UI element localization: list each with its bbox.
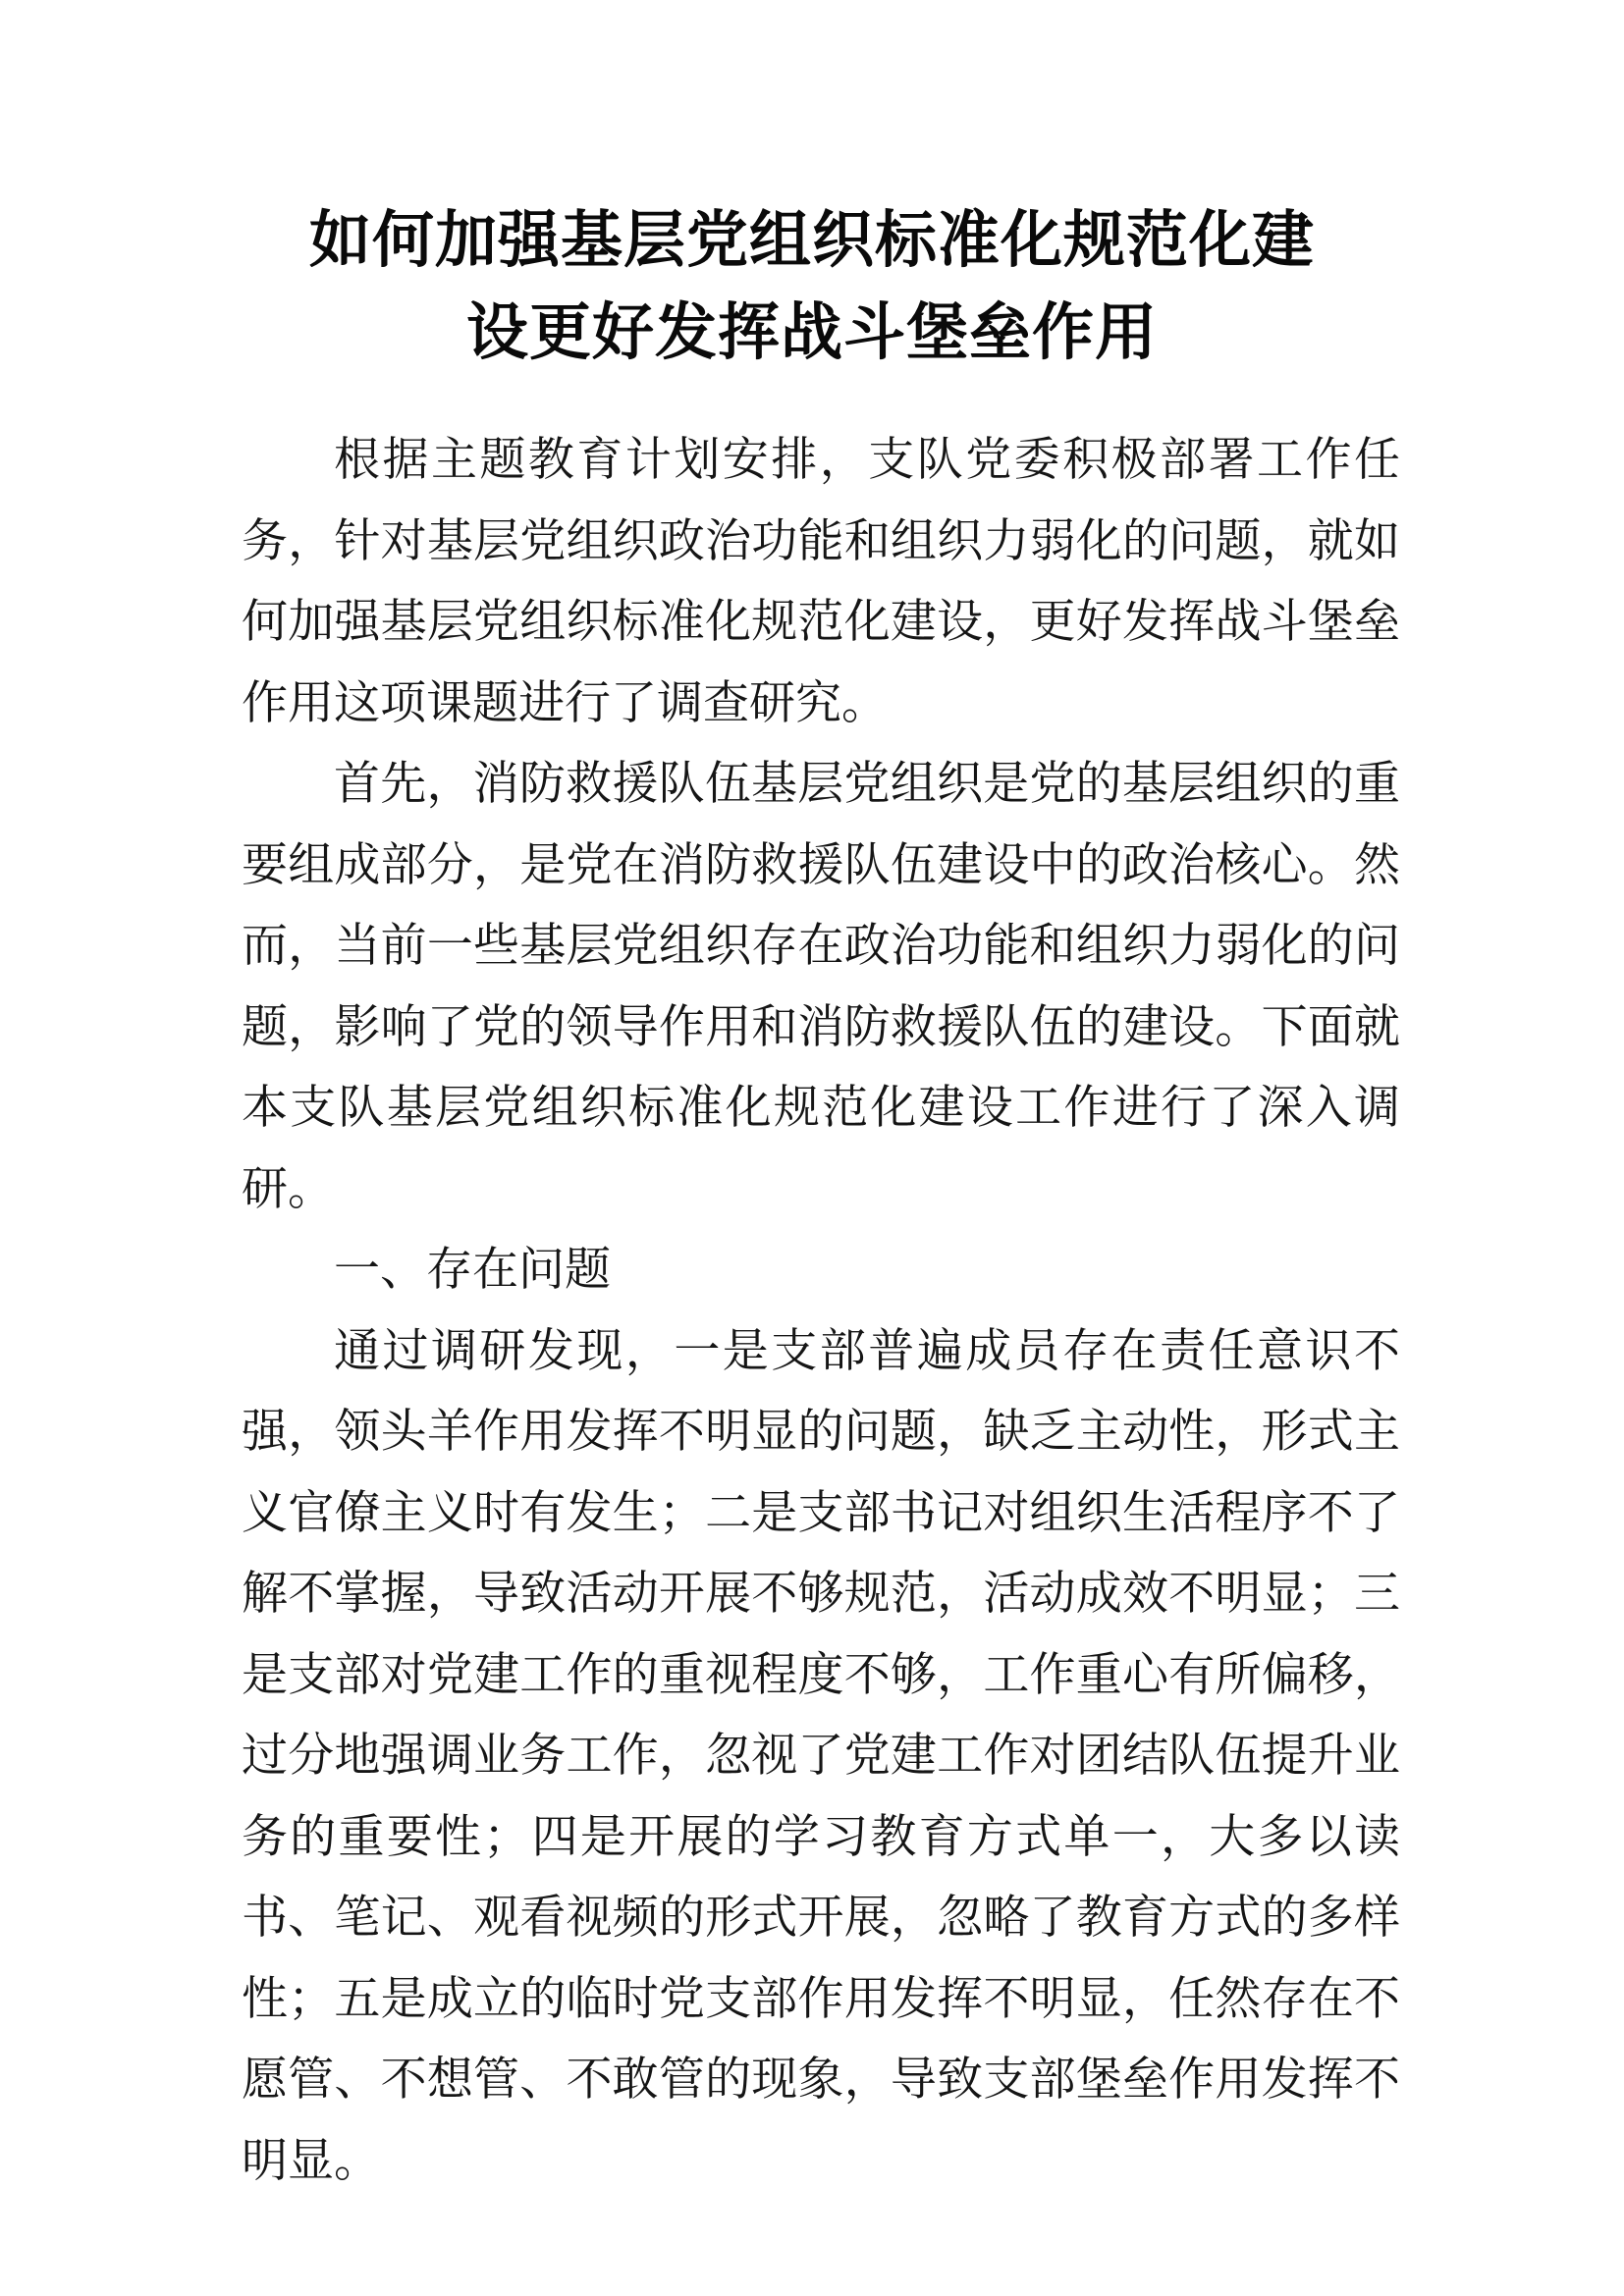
paragraph-findings: 通过调研发现，一是支部普遍成员存在责任意识不强，领头羊作用发挥不明显的问题，缺乏主动性，形式主义官僚主义时有发生；二是支部书记对组织生活程序不了解不掌握，导致活动开展不够规范，活动成效不明显；三是支部对党建工作的重视程度不够，工作重心有所偏移，过分地强调业务工作，忽视了党建工作对团结队伍提升业务的重要性；四是开展的学习教育方式单一，大多以读书、笔记、观看视频的形式开展，忽略了教育方式的多样性；五是成立的临时党支部作用发挥不明显，任然存在不愿管、不想管、不敢管的现象，导致支部堡垒作用发挥不明显。 [242,1323,1400,2188]
paragraph-background: 首先，消防救援队伍基层党组织是党的基层组织的重要组成部分，是党在消防救援队伍建设中的政治核心。然而，当前一些基层党组织存在政治功能和组织力弱化的问题，影响了党的领导作用和消防救援队伍的建设。下面就本支队基层党组织标准化规范化建设工作进行了深入调研。 [242,757,1400,1216]
section-heading-problems: 一、存在问题 [334,1243,611,1297]
document-body [242,420,1400,2202]
title-line-1: 如何加强基层党组织标准化规范化建 [309,204,1315,276]
document-title [0,194,1624,379]
paragraph-intro: 根据主题教育计划安排，支队党委积极部署工作任务，针对基层党组织政治功能和组织力弱化的问题，就如何加强基层党组织标准化规范化建设，更好发挥战斗堡垒作用这项课题进行了调查研究。 [242,433,1400,730]
title-line-2: 设更好发挥战斗堡垒作用 [466,296,1158,368]
